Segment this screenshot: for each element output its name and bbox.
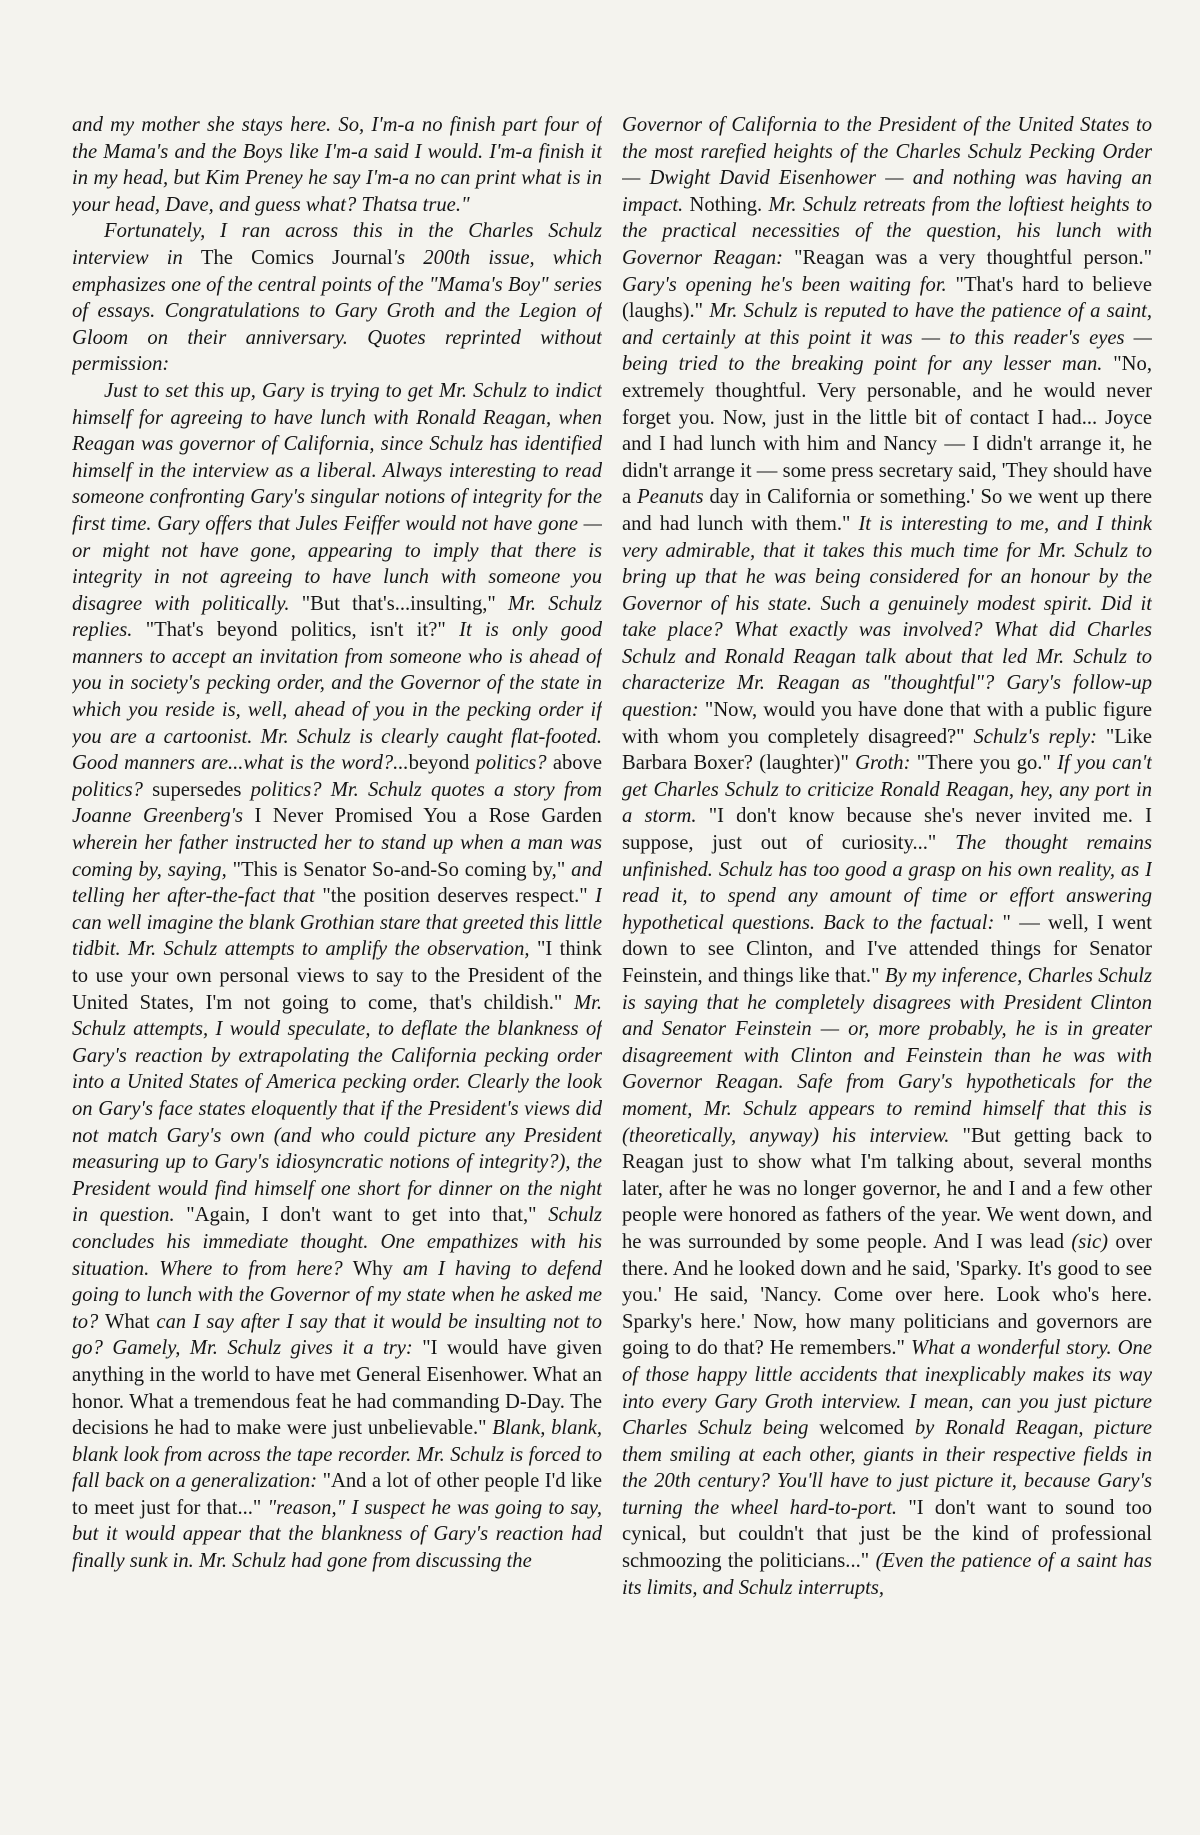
text-run: Mr. Schulz replies. [72, 592, 602, 642]
text-run: Mr. Schulz retreats from the loftiest heights to the practical necessities of the question, his lunch with Governor Reagan: [622, 193, 1152, 269]
text-run: It is only good manners to accept an invitation from someone who is ahead of you in society's pecking order, and the Governor of the state in which you reside is, well, ahead of you in the pecking order if you are a cartoonist. Mr. Schulz is clearly caught flat-footed. Good manners are...what is the word?... [72, 619, 602, 775]
text-run: "That's beyond politics, isn't it?" [145, 619, 460, 642]
text-run: "There you go." [916, 752, 1058, 775]
text-run: "I would have given anything in the world to have met General Eisenhower. What an honor. What a tremendous feat he had commanding D-Day. The decisions he had to make were just unbelievable." [72, 1337, 602, 1440]
text-run: I can well imagine the blank Grothian stare that greeted this little tidbit. Mr. Schulz attempts to amplify the observation, [72, 885, 602, 961]
text-run: "But getting back to Reagan just to show what I'm talking about, several months later, after he was no longer governor, he and I and a few other people were honored as fathers of the year. We went down, and he was surrounded by some people. And I was lead [622, 1124, 1152, 1253]
text-run: What a wonderful story. One of those happy little accidents that inexplicably makes its way into every Gary Groth interview. I mean, can you just picture Charles Schulz being [622, 1337, 1152, 1440]
text-run: "the position deserves respect." [322, 885, 596, 908]
text-run: "Like Barbara Boxer? (laughter)" [622, 725, 1152, 775]
text-run: politics? Mr. Schulz quotes a story from Joanne Greenberg's [72, 778, 602, 828]
text-run: Schulz concludes his immediate thought. One empathizes with his situation. Where to from here? [72, 1204, 602, 1280]
text-run: over there. And he looked down and he said, 'Sparky. It's good to see you.' He said, 'Nancy. Come over here. Look who's here. Sparky's here.' Now, how many politicians and governors are going to do that? He remembers." [622, 1230, 1152, 1360]
text-run: politics? [475, 752, 553, 775]
text-run: "I don't know because she's never invited me. I suppose, just out of curiosity..." [622, 805, 1152, 855]
text-run: am I having to defend going to lunch with the Governor of my state when he asked me to? [72, 1257, 602, 1333]
text-run: I Never Promised You a Rose Garden [254, 805, 602, 828]
text-run: 's 200th issue, which emphasizes one of the central points of the "Mama's Boy" series of essays. Congratulations to Gary Groth and the Legion of Gloom on their anniversary. Quotes reprinted without permission: [72, 246, 602, 376]
paragraph [622, 112, 1152, 1601]
text-run: Schulz's reply: [973, 725, 1106, 748]
text-run: politics? [72, 778, 153, 801]
text-run: Fortunately, I ran across this in the Charles Schulz interview in [72, 220, 602, 269]
text-run: "I don't want to sound too cynical, but couldn't that just be the kind of professional schmoozing the politicians..." [622, 1496, 1152, 1573]
text-run: beyond [408, 752, 476, 775]
text-run: "That's hard to believe (laughs)." [622, 273, 1152, 323]
text-run: by Ronald Reagan, picture them smiling at each other, giants in their respective fields in the 20th century? You'll have to just picture it, because Gary's turning the wheel hard-to-port. [622, 1417, 1152, 1519]
text-run: If you can't get Charles Schulz to criticize Ronald Reagan, hey, any port in a storm. [622, 752, 1152, 828]
text-run: day in California or something.' So we went up there and had lunch with them." [622, 486, 1152, 535]
text-run: The thought remains unfinished. Schulz has too good a grasp on his own reality, as I read it, to spend any amount of time or effort answering hypothetical questions. Back to the factual: [622, 832, 1152, 934]
text-run: (Even the patience of a saint has its limits, and Schulz interrupts, [622, 1550, 1152, 1599]
left-column [72, 112, 602, 1800]
text-run: " — well, I went down to see Clinton, and I've attended things for Senator Feinstein, and things like that." [622, 911, 1152, 987]
text-run: can I say after I say that it would be insulting not to go? Gamely, Mr. Schulz gives it a try: [72, 1310, 602, 1360]
text-run: By my inference, Charles Schulz is saying that he completely disagrees with President Clinton and Senator Feinstein — or, more probably, he is in greater disagreement with Clinton and Feinstein than he was with Governor Reagan. Safe from Gary's hypotheticals for the moment, Mr. Schulz appears to remind himself that this is (theoretically, anyway) his interview. [622, 965, 1152, 1147]
text-run: It is interesting to me, and I think very admirable, that it takes this much time for Mr. Schulz to bring up that he was being considered for an honour by the Governor of his state. Such a genuinely modest spirit. Did it take place? What exactly was involved? What did Charles Schulz and Ronald Reagan talk about that led Mr. Schulz to characterize Mr. Reagan as "thoughtful"? Gary's follow-up question: [622, 512, 1152, 722]
text-run: Just to set this up, Gary is trying to get Mr. Schulz to indict himself for agreeing to have lunch with Ronald Reagan, when Reagan was governor of California, since Schulz has identified himself in the interview as a liberal. Always interesting to read someone confronting Gary's singular notions of integrity for the first time. Gary offers that Jules Feiffer would not have gone — or might not have gone, appearing to imply that there is integrity in not agreeing to have lunch with someone you disagree with politically. [72, 379, 602, 615]
text-run: "Now, would you have done that with a public figure with whom you completely disagreed?" [622, 699, 1152, 748]
text-run: The Comics Journal [200, 246, 393, 269]
text-run: above [552, 752, 602, 775]
right-column [622, 112, 1152, 1800]
text-run: Mr. Schulz attempts, I would speculate, to deflate the blankness of Gary's reaction by extrapolating the California pecking order into a United States of America pecking order. Clearly the look on Gary's face states eloquently that if the President's views did not match Gary's own (and who could picture any President measuring up to Gary's idiosyncratic notions of integrity?), the President would find himself one short for dinner on the night in question. [72, 991, 602, 1227]
text-run: Blank, blank, blank look from across the tape recorder. Mr. Schulz is forced to fall back on a generalization: [72, 1417, 602, 1493]
text-run: "This is Senator So-and-So coming by," [232, 858, 572, 881]
text-run: "But that's...insulting," [301, 592, 509, 615]
text-run: Mr. Schulz is reputed to have the patience of a saint, and certainly at this point it was — to this reader's eyes — being tried to the breaking point for any lesser man. [622, 300, 1152, 376]
text-run: "reason," I suspect he was going to say, but it would appear that the blankness of Gary's reaction had finally sunk in. Mr. Schulz had gone from discussing the [72, 1496, 602, 1573]
paragraph [72, 378, 602, 1575]
text-columns [72, 112, 1152, 1800]
paragraph [72, 112, 602, 218]
text-run: "No, extremely thoughtful. Very personable, and he would never forget you. Now, just in the little bit of contact I had... Joyce and I had lunch with him and Nancy — I didn't arrange it, he didn't arrange it — some press secretary said, 'They should have a [622, 353, 1152, 509]
text-run: Nothing. [689, 193, 769, 216]
text-run: and my mother she stays here. So, I'm-a no finish part four of the Mama's and the Boys like I'm-a said I would. I'm-a finish it in my head, but Kim Preney he say I'm-a no can print what is in your head, Dave, and guess what? Thatsa true." [72, 114, 602, 216]
text-run: Why [352, 1257, 403, 1280]
text-run: Governor of California to the President of the United States to the most rarefied heights of the Charles Schulz Pecking Order — Dwight David Eisenhower — and nothing was having an impact. [622, 114, 1152, 216]
paragraph [72, 218, 602, 378]
text-run: supersedes [152, 778, 251, 801]
text-run: Peanuts [637, 486, 710, 509]
text-run: wherein her father instructed her to stand up when a man was coming by, saying, [72, 832, 602, 881]
text-run: and telling her after-the-fact that [72, 858, 602, 908]
text-run: "I think to use your own personal views to say to the President of the United States, I'm not going to come, that's childish." [72, 938, 602, 1014]
text-run: Groth: [855, 752, 917, 775]
text-run: Gary's opening he's been waiting for. [622, 273, 956, 296]
text-run: What [105, 1310, 157, 1333]
text-run: "Again, I don't want to get into that," [186, 1204, 549, 1227]
text-run: welcomed [819, 1417, 915, 1440]
text-run: "And a lot of other people I'd like to meet just for that..." [72, 1470, 602, 1519]
text-run: (sic) [1071, 1230, 1116, 1253]
text-run: "Reagan was a very thoughtful person." [794, 246, 1152, 269]
